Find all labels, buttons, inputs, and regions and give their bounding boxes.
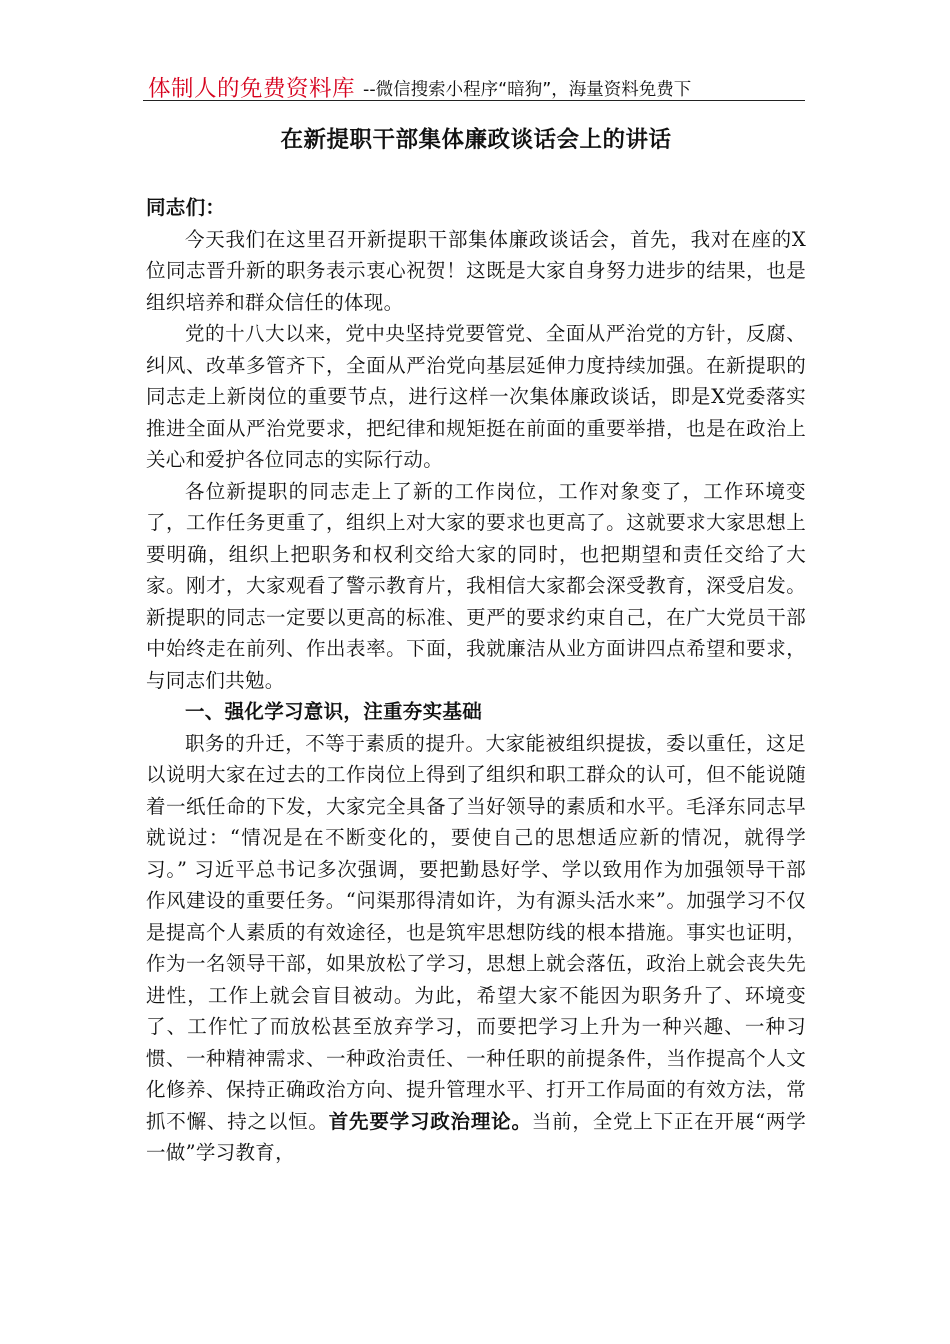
document-title: 在新提职干部集体廉政谈话会上的讲话: [280, 127, 672, 153]
section-1-tail: 当前，全党上下正在开展“两学一做”学习教育，: [146, 1109, 806, 1164]
header-tagline: --微信搜索小程序“暗狗”，海量资料免费下: [363, 80, 692, 100]
paragraph-3: 各位新提职的同志走上了新的工作岗位，工作对象变了，工作环境变了，工作任务更重了，组织上对大家的要求也更高了。这就要求大家思想上要明确，组织上把职务和权利交给大家的同时，也把期望和责任交给了大家。刚才，大家观看了警示教育片，我相信大家都会深受教育，深受启发。新提职的同志一定要以更高的标准、更严的要求约束自己，在广大党员干部中始终走在前列、作出表率。下面，我就廉洁从业方面讲四点希望和要求，与同志们共勉。: [146, 479, 806, 692]
paragraph-2: 党的十八大以来，党中央坚持党要管党、全面从严治党的方针，反腐、纠风、改革多管齐下，全面从严治党向基层延伸力度持续加强。在新提职的同志走上新岗位的重要节点，进行这样一次集体廉政谈话，即是X党委落实推进全面从严治党要求，把纪律和规矩挺在前面的重要举措，也是在政治上关心和爱护各位同志的实际行动。: [146, 322, 806, 471]
document-body: [146, 192, 806, 1169]
salutation: 同志们：: [146, 196, 226, 219]
brand-name: 体制人的免费资料库: [148, 76, 356, 102]
header-banner: [148, 70, 804, 104]
section-1-body: 职务的升迁，不等于素质的提升。大家能被组织提拔，委以重任，这足以说明大家在过去的工作岗位上得到了组织和职工群众的认可，但不能说随着一纸任命的下发，大家完全具备了当好领导的素质和水平。毛泽东同志早就说过：“情况是在不断变化的，要使自己的思想适应新的情况，就得学习。” 习近平总书记多次强调，要把勤恳好学、学以致用作为加强领导干部作风建设的重要任务。“问渠那得清如许，为有源头活水来”。加强学习不仅是提高个人素质的有效途径，也是筑牢思想防线的根本措施。事实也证明，作为一名领导干部，如果放松了学习，思想上就会落伍，政治上就会丧失先进性，工作上就会盲目被动。为此，希望大家不能因为职务升了、环境变了、工作忙了而放松甚至放弃学习，而要把学习上升为一种兴趣、一种习惯、一种精神需求、一种政治责任、一种任职的前提条件，当作提高个人文化修养、保持正确政治方向、提升管理水平、打开工作局面的有效方法，常抓不懈、持之以恒。: [146, 731, 806, 1133]
header-divider: [143, 100, 805, 101]
section-1-emphasis: 首先要学习政治理论。: [328, 1109, 532, 1133]
section-1-paragraph: [146, 728, 806, 1169]
paragraph-1: 今天我们在这里召开新提职干部集体廉政谈话会，首先，我对在座的X位同志晋升新的职务表示衷心祝贺！这既是大家自身努力进步的结果，也是组织培养和群众信任的体现。: [146, 227, 806, 314]
section-heading-1: 一、强化学习意识，注重夯实基础: [185, 700, 483, 723]
